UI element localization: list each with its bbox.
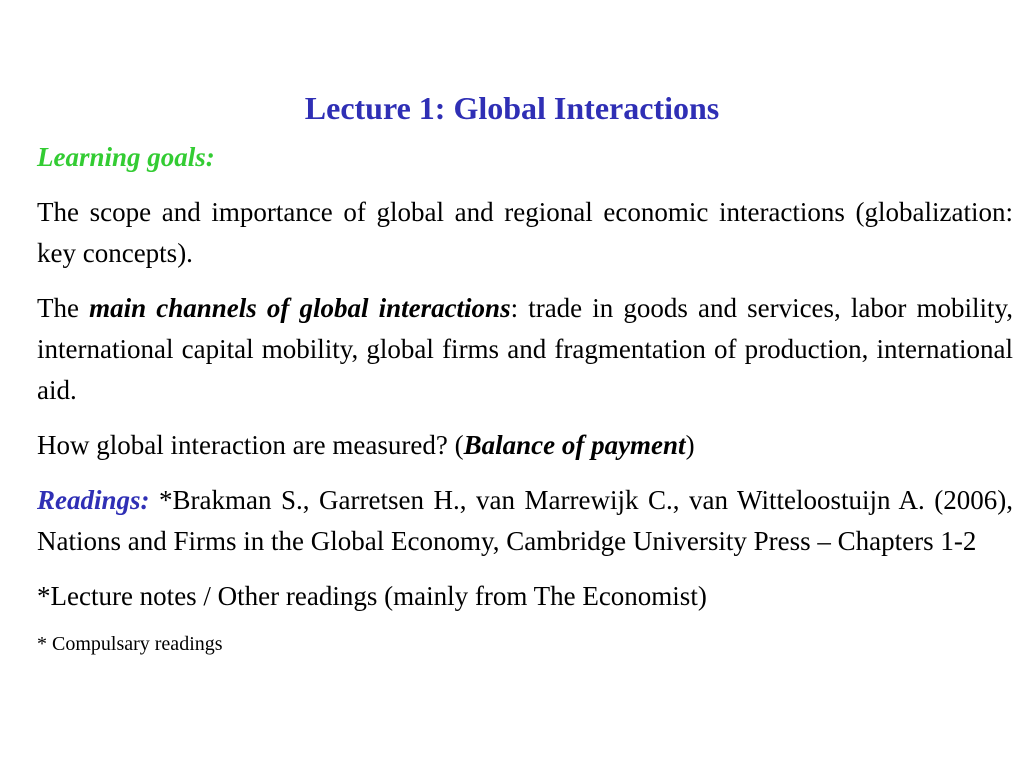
slide-body	[37, 137, 1013, 657]
learning-goals-heading: Learning goals:	[37, 142, 215, 172]
goal-measurement-suffix: )	[685, 430, 695, 460]
slide-title: Lecture 1: Global Interactions	[304, 90, 720, 126]
readings-label: Readings:	[37, 485, 150, 515]
goal-channels-suffix: : trade in goods and services, labor mobility, international capital mobility, global firms and fragmentation of production, international aid.	[37, 293, 1013, 405]
readings-paragraph	[37, 480, 1013, 562]
goal-channels-prefix: The	[37, 293, 90, 323]
lecture-notes-paragraph: *Lecture notes / Other readings (mainly from The Economist)	[37, 581, 707, 611]
goal-channels-emphasis: main channels of global interactions	[89, 293, 511, 323]
goal-measurement-emphasis: Balance of payment	[463, 430, 686, 460]
compulsory-readings-footnote: * Compulsary readings	[37, 633, 223, 655]
goal-measurement-prefix: How global interaction are measured? (	[37, 430, 464, 460]
goal-measurement-paragraph	[37, 425, 1013, 466]
readings-text: *Brakman S., Garretsen H., van Marrewijk C., van Witteloostuijn A. (2006), Nations and Firms in the Global Economy, Cambridge University Press – Chapters 1-2	[37, 485, 1013, 556]
goal-channels-paragraph	[37, 288, 1013, 411]
goal-scope-paragraph: The scope and importance of global and regional economic interactions (globalization: key concepts).	[37, 197, 1013, 268]
